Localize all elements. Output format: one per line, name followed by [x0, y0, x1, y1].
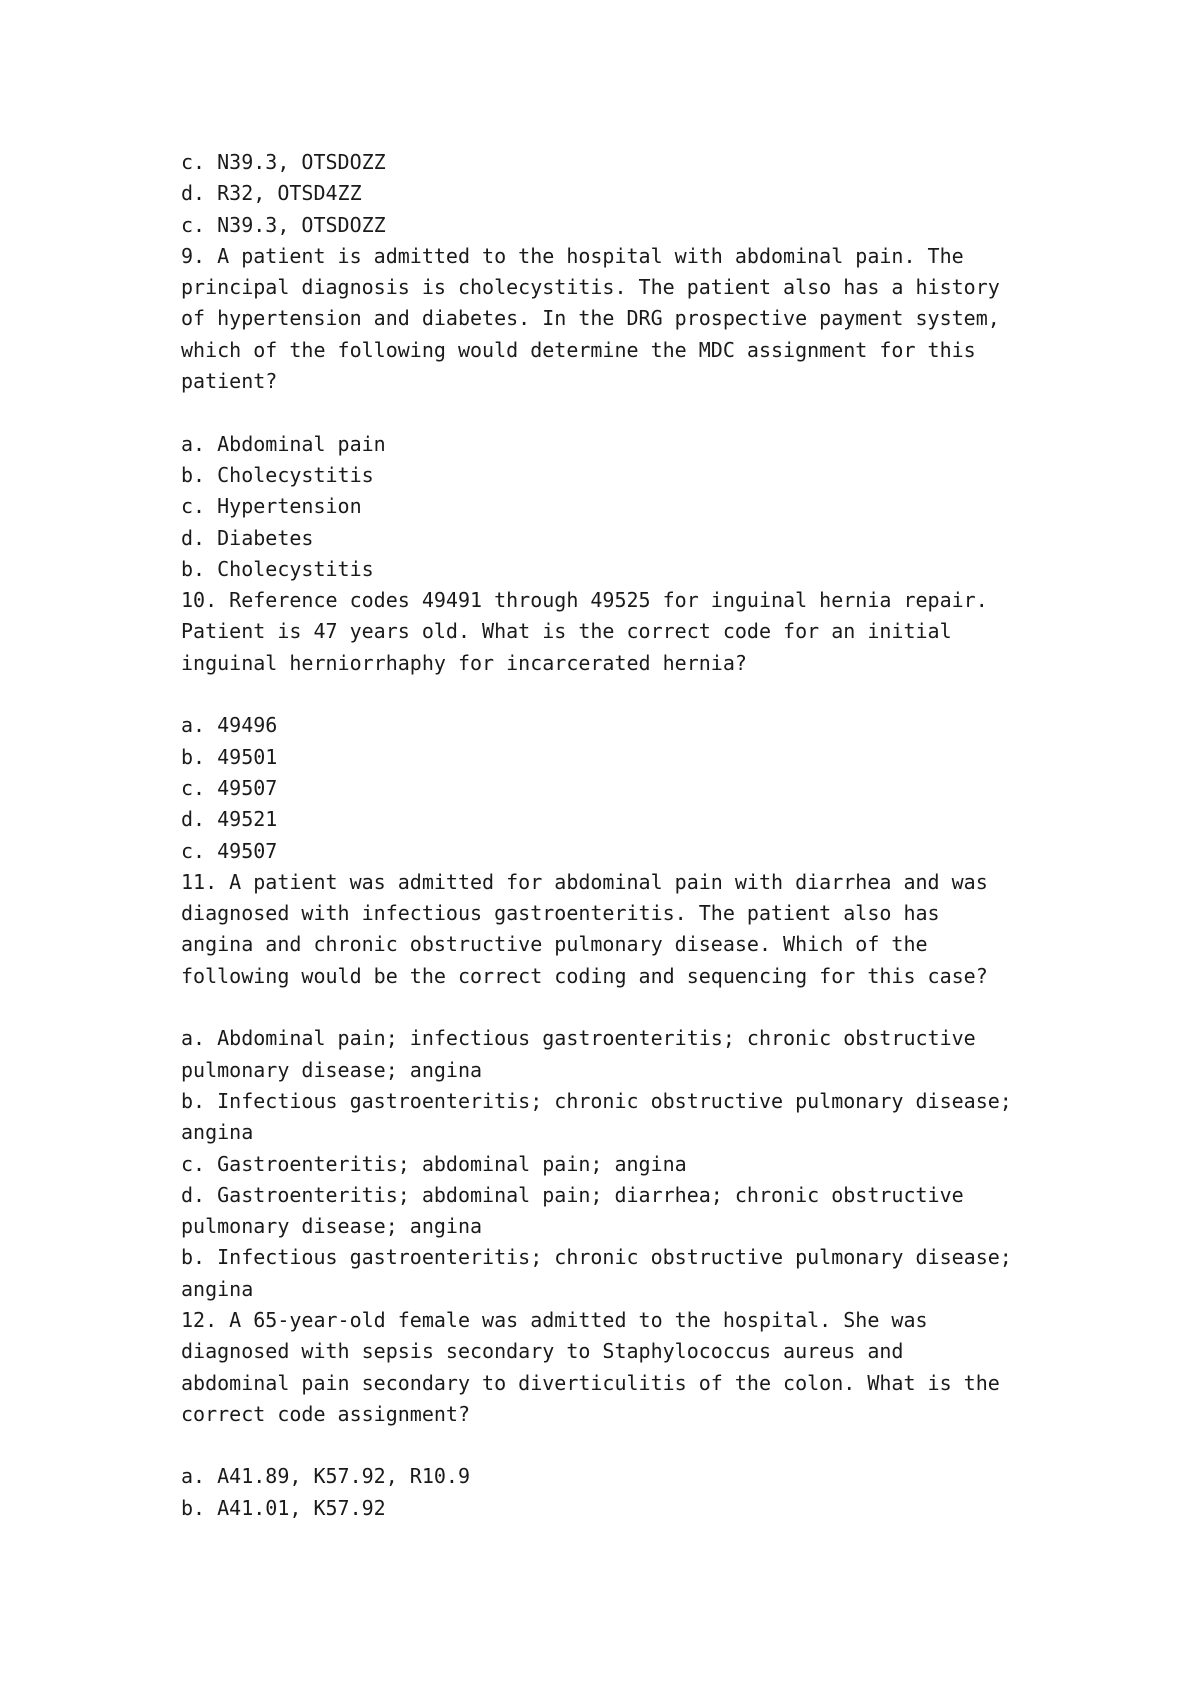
question-text: 10. Reference codes 49491 through 49525 for inguinal hernia repair.	[181, 588, 988, 613]
answer-option: a. A41.89, K57.92, R10.9	[181, 1464, 470, 1489]
question-text: 12. A 65-year-old female was admitted to the hospital. She was	[181, 1307, 928, 1332]
question-text: Patient is 47 years old. What is the correct code for an initial	[181, 619, 952, 644]
question-text: which of the following would determine the MDC assignment for this	[181, 337, 976, 362]
answer-option: a. Abdominal pain	[181, 431, 386, 456]
question-text: 11. A patient was admitted for abdominal pain with diarrhea and was	[181, 869, 988, 894]
answer-key: c. N39.3, OTSDOZZ	[181, 212, 386, 237]
answer-option: c. Hypertension	[181, 494, 362, 519]
answer-option: b. 49501	[181, 744, 278, 769]
answer-option: a. 49496	[181, 713, 278, 738]
answer-option: c. 49507	[181, 775, 278, 800]
answer-option: c. N39.3, OTSDOZZ	[181, 150, 386, 174]
question-text: patient?	[181, 369, 278, 394]
answer-option: b. Cholecystitis	[181, 462, 374, 487]
answer-option: angina	[181, 1120, 254, 1145]
question-text: correct code assignment?	[181, 1401, 470, 1426]
answer-key: b. Infectious gastroenteritis; chronic obstructive pulmonary disease;	[181, 1245, 1012, 1270]
answer-option: d. Gastroenteritis; abdominal pain; diarrhea; chronic obstructive	[181, 1182, 964, 1207]
answer-key: b. Cholecystitis	[181, 556, 374, 581]
blank-line	[181, 992, 1081, 1023]
question-text: inguinal herniorrhaphy for incarcerated hernia?	[181, 650, 747, 675]
question-text: of hypertension and diabetes. In the DRG prospective payment system,	[181, 306, 1000, 331]
answer-option: b. Infectious gastroenteritis; chronic obstructive pulmonary disease;	[181, 1088, 1012, 1113]
answer-option: d. Diabetes	[181, 525, 314, 550]
question-text: abdominal pain secondary to diverticulitis of the colon. What is the	[181, 1370, 1000, 1395]
answer-option: pulmonary disease; angina	[181, 1057, 483, 1082]
blank-line	[181, 397, 1081, 428]
answer-option: d. R32, OTSD4ZZ	[181, 181, 362, 206]
answer-option: pulmonary disease; angina	[181, 1214, 483, 1239]
answer-key: angina	[181, 1276, 254, 1301]
document-page	[181, 147, 1081, 1524]
question-text: angina and chronic obstructive pulmonary disease. Which of the	[181, 932, 928, 957]
blank-line	[181, 679, 1081, 710]
answer-key: c. 49507	[181, 838, 278, 863]
question-text: 9. A patient is admitted to the hospital with abdominal pain. The	[181, 243, 964, 268]
question-text: diagnosed with infectious gastroenteritis. The patient also has	[181, 901, 940, 926]
blank-line	[181, 1430, 1081, 1461]
question-text: principal diagnosis is cholecystitis. The patient also has a history	[181, 275, 1000, 300]
question-text: following would be the correct coding and sequencing for this case?	[181, 963, 988, 988]
answer-option: c. Gastroenteritis; abdominal pain; angina	[181, 1151, 687, 1176]
answer-option: d. 49521	[181, 807, 278, 832]
answer-option: b. A41.01, K57.92	[181, 1495, 386, 1520]
answer-option: a. Abdominal pain; infectious gastroenteritis; chronic obstructive	[181, 1026, 976, 1051]
question-text: diagnosed with sepsis secondary to Staphylococcus aureus and	[181, 1339, 904, 1364]
